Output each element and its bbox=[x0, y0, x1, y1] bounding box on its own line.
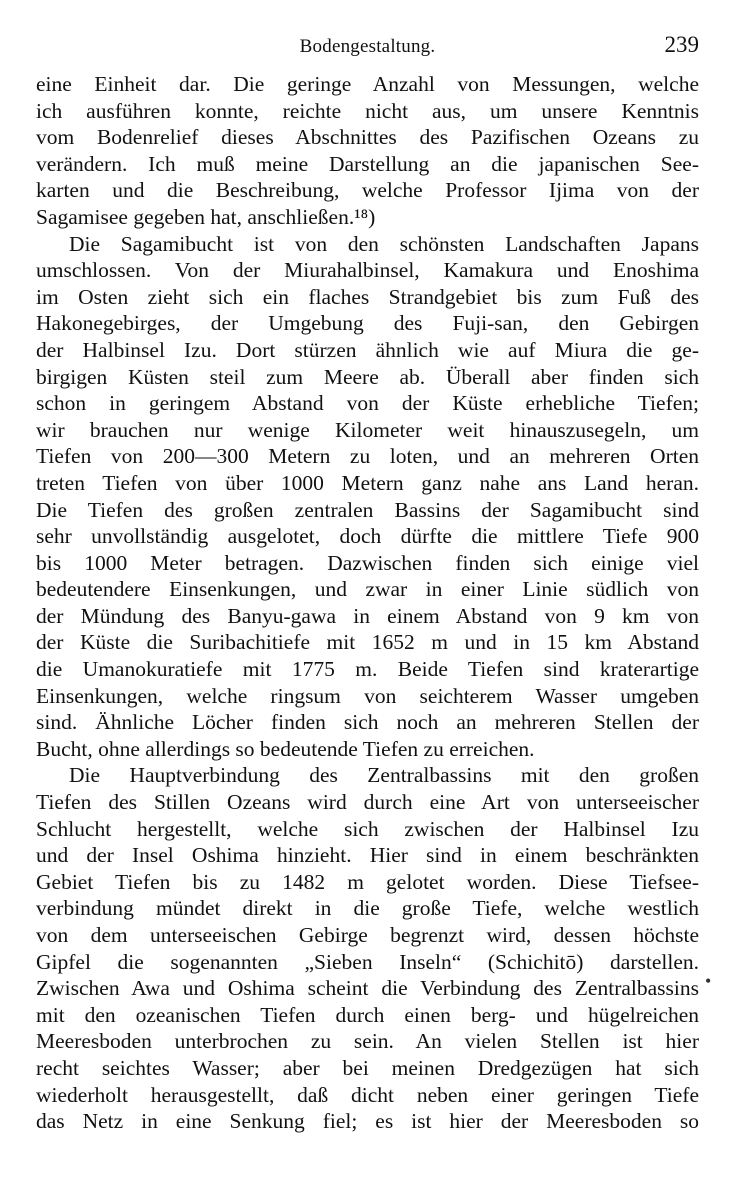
text-line: Die Hauptverbindung des Zentralbassins mit den großen bbox=[69, 763, 699, 788]
text-line: Hakonegebirges, der Umgebung des Fuji-san, den Gebirgen bbox=[36, 311, 699, 336]
text-line: bedeutendere Einsenkungen, und zwar in einer Linie südlich von bbox=[36, 577, 699, 602]
running-head: Bodengestaltung. bbox=[299, 36, 436, 57]
text-line: Gipfel die sogenannten „Sieben Inseln“ (Schichitō) darstellen. bbox=[36, 949, 699, 974]
text-line: Schlucht hergestellt, welche sich zwischen der Halbinsel Izu bbox=[36, 816, 699, 841]
text-line: treten Tiefen von über 1000 Metern ganz nahe ans Land heran. bbox=[36, 470, 699, 495]
text-line: sind. Ähnliche Löcher finden sich noch an mehreren Stellen der bbox=[36, 710, 699, 735]
text-line: Tiefen von 200—300 Metern zu loten, und an mehreren Orten bbox=[36, 444, 699, 469]
text-line: im Osten zieht sich ein flaches Strandgebiet bis zum Fuß des bbox=[36, 284, 699, 309]
text-line: recht seichtes Wasser; aber bei meinen Dredgezügen hat sich bbox=[36, 1055, 699, 1080]
text-line: Die Tiefen des großen zentralen Bassins der Sagamibucht sind bbox=[36, 497, 699, 522]
text-line: der Mündung des Banyu-gawa in einem Abstand von 9 km von bbox=[36, 603, 699, 628]
page-number: 239 bbox=[664, 32, 699, 57]
text-line: von dem unterseeischen Gebirge begrenzt wird, dessen höchste bbox=[36, 923, 699, 947]
text-line: wir brauchen nur wenige Kilometer weit hinauszusegeln, um bbox=[36, 417, 699, 442]
text-line: und der Insel Oshima hinzieht. Hier sind in einem beschränkten bbox=[36, 843, 699, 868]
text-line: Die Sagamibucht ist von den schönsten Landschaften Japans bbox=[69, 231, 699, 256]
text-line: Einsenkungen, welche ringsum von seichterem Wasser umgeben bbox=[36, 683, 699, 708]
text-line: ich ausführen konnte, reichte nicht aus, um unsere Kenntnis bbox=[36, 98, 699, 123]
text-line: eine Einheit dar. Die geringe Anzahl von Messungen, welche bbox=[36, 72, 699, 96]
text-line: die Umanokuratiefe mit 1775 m. Beide Tiefen sind kraterartige bbox=[36, 657, 699, 682]
text-line: verbindung mündet direkt in die große Tiefe, welche westlich bbox=[36, 896, 699, 921]
text-line: wiederholt herausgestellt, daß dicht neben einer geringen Tiefe bbox=[36, 1082, 699, 1107]
text-line: Zwischen Awa und Oshima scheint die Verbindung des Zentralbassins bbox=[36, 976, 699, 1001]
text-line: schon in geringem Abstand von der Küste erhebliche Tiefen; bbox=[36, 391, 699, 416]
text-line: das Netz in eine Senkung fiel; es ist hier der Meeresboden so bbox=[36, 1109, 699, 1134]
text-line: mit den ozeanischen Tiefen durch einen berg- und hügelreichen bbox=[36, 1002, 699, 1027]
text-line: umschlossen. Von der Miurahalbinsel, Kamakura und Enoshima bbox=[36, 258, 699, 283]
text-line: Tiefen des Stillen Ozeans wird durch eine Art von unterseeischer bbox=[36, 790, 699, 815]
text-line: birgigen Küsten steil zum Meere ab. Überall aber finden sich bbox=[36, 364, 699, 389]
page-header bbox=[36, 30, 699, 66]
text-line: sehr unvollständig ausgelotet, doch dürfte die mittlere Tiefe 900 bbox=[36, 524, 699, 549]
text-line: der Halbinsel Izu. Dort stürzen ähnlich wie auf Miura die ge- bbox=[36, 337, 699, 362]
text-line: der Küste die Suribachitiefe mit 1652 m und in 15 km Abstand bbox=[36, 630, 699, 655]
body-text bbox=[36, 71, 699, 1135]
text-line: karten und die Beschreibung, welche Professor Ijima von der bbox=[36, 178, 699, 203]
text-line: Bucht, ohne allerdings so bedeutende Tiefen zu erreichen. bbox=[36, 736, 535, 761]
text-line: bis 1000 Meter betragen. Dazwischen finden sich einige viel bbox=[36, 550, 699, 575]
margin-mark: • bbox=[705, 971, 712, 991]
text-line: Gebiet Tiefen bis zu 1482 m gelotet worden. Diese Tiefsee- bbox=[36, 869, 699, 894]
text-line: Sagamisee gegeben hat, anschließen.¹⁸) bbox=[36, 204, 376, 229]
text-line: Meeresboden unterbrochen zu sein. An vielen Stellen ist hier bbox=[36, 1029, 699, 1054]
text-line: vom Bodenrelief dieses Abschnittes des Pazifischen Ozeans zu bbox=[36, 125, 699, 150]
text-line: verändern. Ich muß meine Darstellung an die japanischen See- bbox=[36, 151, 699, 176]
